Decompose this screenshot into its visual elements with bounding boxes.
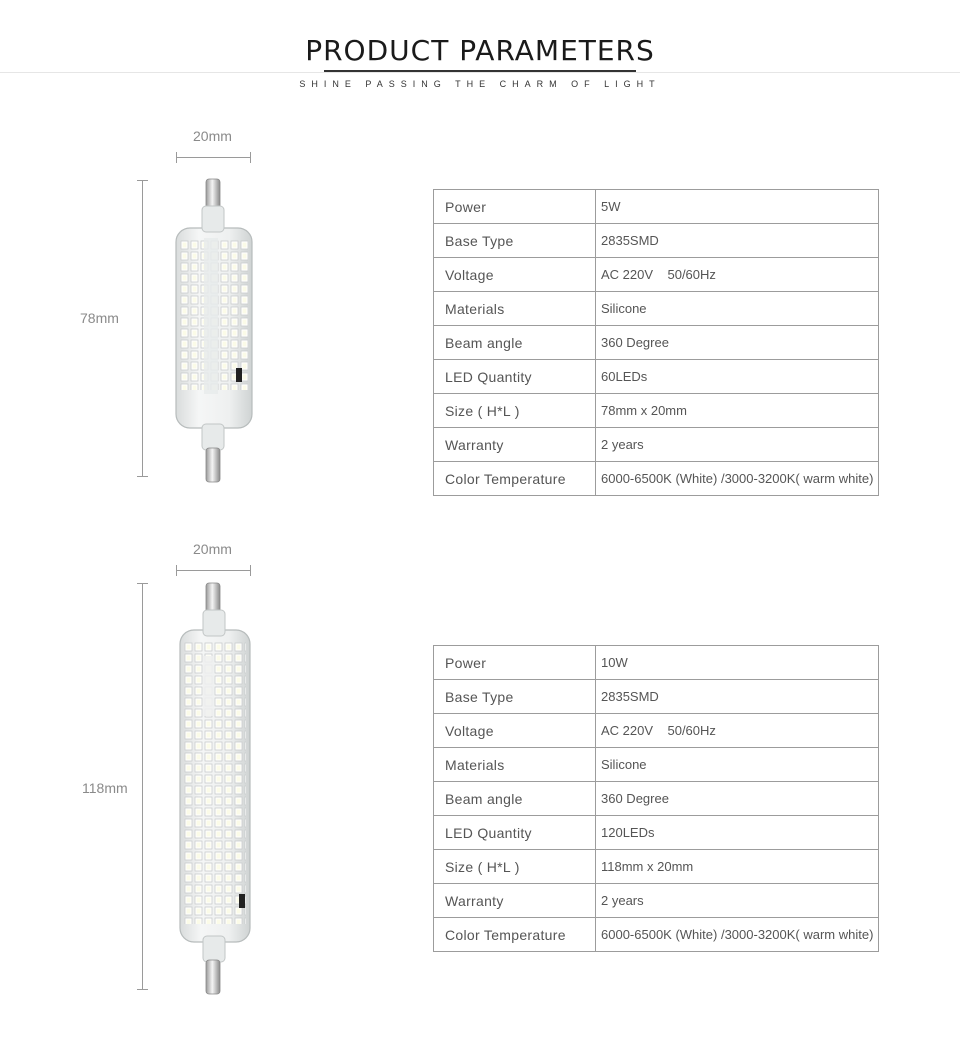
table-row xyxy=(434,646,879,680)
spec-value: 5W xyxy=(596,190,879,224)
spec-label: Materials xyxy=(434,748,596,782)
table-row xyxy=(434,850,879,884)
spec-value: 2 years xyxy=(596,428,879,462)
spec-value: 2835SMD xyxy=(596,224,879,258)
spec-label: Beam angle xyxy=(434,782,596,816)
width-label: 20mm xyxy=(193,128,232,144)
table-row xyxy=(434,680,879,714)
spec-label: Power xyxy=(434,646,596,680)
table-row xyxy=(434,190,879,224)
spec-label: Size ( H*L ) xyxy=(434,394,596,428)
spec-label: Color Temperature xyxy=(434,918,596,952)
spec-label: Color Temperature xyxy=(434,462,596,496)
width-dimension-line xyxy=(176,157,251,158)
spec-table-10w xyxy=(433,645,879,952)
table-row xyxy=(434,782,879,816)
spec-value: 120LEDs xyxy=(596,816,879,850)
spec-label: Base Type xyxy=(434,680,596,714)
spec-label: Power xyxy=(434,190,596,224)
height-tick-top xyxy=(137,583,148,584)
table-row xyxy=(434,360,879,394)
table-row xyxy=(434,428,879,462)
page-subtitle: SHINE PASSING THE CHARM OF LIGHT xyxy=(299,79,661,89)
spec-label: Voltage xyxy=(434,258,596,292)
table-row xyxy=(434,714,879,748)
height-label: 78mm xyxy=(80,310,119,326)
table-row xyxy=(434,462,879,496)
spec-value: 2 years xyxy=(596,884,879,918)
led-bulb-5w-image xyxy=(170,176,260,486)
table-row xyxy=(434,816,879,850)
spec-label: Materials xyxy=(434,292,596,326)
spec-value: AC 220V 50/60Hz xyxy=(596,714,879,748)
height-dimension-line xyxy=(142,583,143,990)
table-row xyxy=(434,394,879,428)
spec-value: 118mm x 20mm xyxy=(596,850,879,884)
spec-table-5w xyxy=(433,189,879,496)
spec-label: Base Type xyxy=(434,224,596,258)
height-tick-top xyxy=(137,180,148,181)
height-tick-bottom xyxy=(137,989,148,990)
spec-label: Voltage xyxy=(434,714,596,748)
spec-label: Beam angle xyxy=(434,326,596,360)
table-row xyxy=(434,918,879,952)
width-tick-right xyxy=(250,152,251,163)
spec-label: Warranty xyxy=(434,884,596,918)
spec-value: AC 220V 50/60Hz xyxy=(596,258,879,292)
spec-value: 360 Degree xyxy=(596,326,879,360)
spec-value: Silicone xyxy=(596,292,879,326)
width-label: 20mm xyxy=(193,541,232,557)
table-row xyxy=(434,292,879,326)
spec-label: LED Quantity xyxy=(434,360,596,394)
spec-value: 6000-6500K (White) /3000-3200K( warm white) xyxy=(596,918,879,952)
led-bulb-10w-image xyxy=(170,580,260,1000)
width-tick-right xyxy=(250,565,251,576)
table-row xyxy=(434,884,879,918)
height-dimension-line xyxy=(142,180,143,476)
spec-label: Size ( H*L ) xyxy=(434,850,596,884)
height-tick-bottom xyxy=(137,476,148,477)
height-label: 118mm xyxy=(82,780,128,796)
width-dimension-line xyxy=(176,570,251,571)
spec-value: 6000-6500K (White) /3000-3200K( warm white) xyxy=(596,462,879,496)
spec-label: LED Quantity xyxy=(434,816,596,850)
spec-label: Warranty xyxy=(434,428,596,462)
spec-value: 60LEDs xyxy=(596,360,879,394)
title-underline xyxy=(324,70,636,72)
table-row xyxy=(434,258,879,292)
spec-value: 78mm x 20mm xyxy=(596,394,879,428)
spec-value: 10W xyxy=(596,646,879,680)
table-row xyxy=(434,326,879,360)
header-divider xyxy=(0,72,960,73)
page-title: PRODUCT PARAMETERS xyxy=(305,34,655,67)
spec-value: 2835SMD xyxy=(596,680,879,714)
width-tick-left xyxy=(176,565,177,576)
width-tick-left xyxy=(176,152,177,163)
spec-value: 360 Degree xyxy=(596,782,879,816)
table-row xyxy=(434,748,879,782)
spec-value: Silicone xyxy=(596,748,879,782)
table-row xyxy=(434,224,879,258)
